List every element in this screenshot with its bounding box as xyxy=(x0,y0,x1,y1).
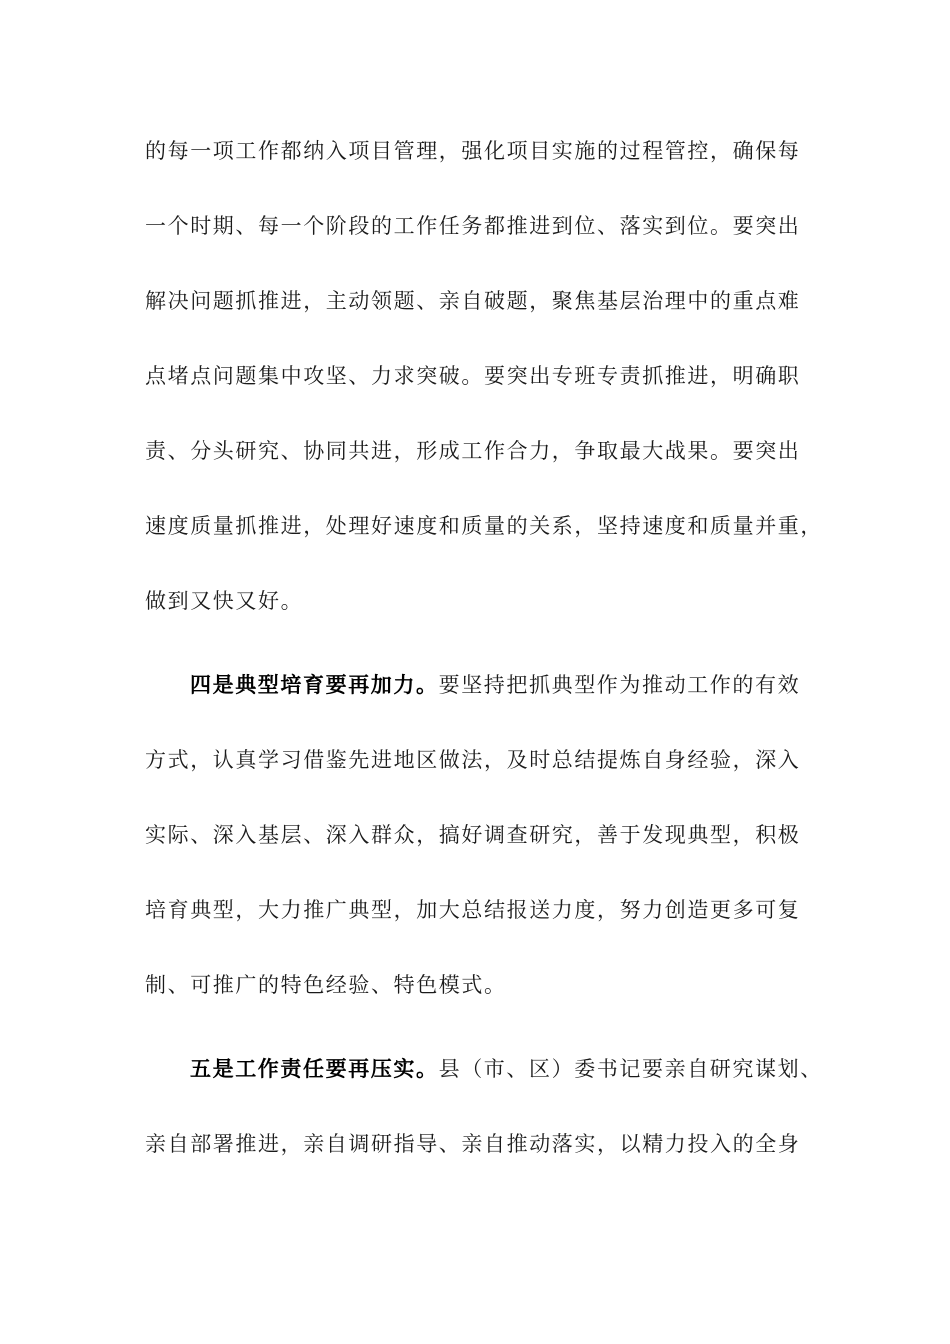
body-line: 的每一项工作都纳入项目管理，强化项目实施的过程管控，确保每 xyxy=(145,139,801,163)
body-line: 实际、深入基层、深入群众，搞好调查研究，善于发现典型，积极 xyxy=(145,823,801,847)
body-line: 一个时期、每一个阶段的工作任务都推进到位、落实到位。要突出 xyxy=(145,214,801,238)
paragraph-section-5-first-line xyxy=(190,1051,870,1087)
body-line: 亲自部署推进，亲自调研指导、亲自推动落实，以精力投入的全身 xyxy=(145,1132,801,1156)
body-line: 速度质量抓推进，处理好速度和质量的关系，坚持速度和质量并重， xyxy=(145,514,823,538)
paragraph-section-4-first-line xyxy=(190,667,870,703)
body-line: 制、可推广的特色经验、特色模式。 xyxy=(145,973,507,997)
section-5-first-line-text: 县（市、区）委书记要亲自研究谋划、 xyxy=(438,1057,823,1081)
body-line: 做到又快又好。 xyxy=(145,589,304,613)
section-4-heading: 四是典型培育要再加力。 xyxy=(190,673,439,697)
section-5-heading: 五是工作责任要再压实。 xyxy=(190,1057,439,1081)
body-line: 方式，认真学习借鉴先进地区做法，及时总结提炼自身经验，深入 xyxy=(145,748,801,772)
body-line: 责、分头研究、协同共进，形成工作合力，争取最大战果。要突出 xyxy=(145,439,801,463)
body-line: 解决问题抓推进，主动领题、亲自破题，聚焦基层治理中的重点难 xyxy=(145,289,801,313)
body-line: 点堵点问题集中攻坚、力求突破。要突出专班专责抓推进，明确职 xyxy=(145,364,801,388)
section-4-first-line-text: 要坚持把抓典型作为推动工作的有效 xyxy=(438,673,801,697)
body-line: 培育典型，大力推广典型，加大总结报送力度，努力创造更多可复 xyxy=(145,898,801,922)
